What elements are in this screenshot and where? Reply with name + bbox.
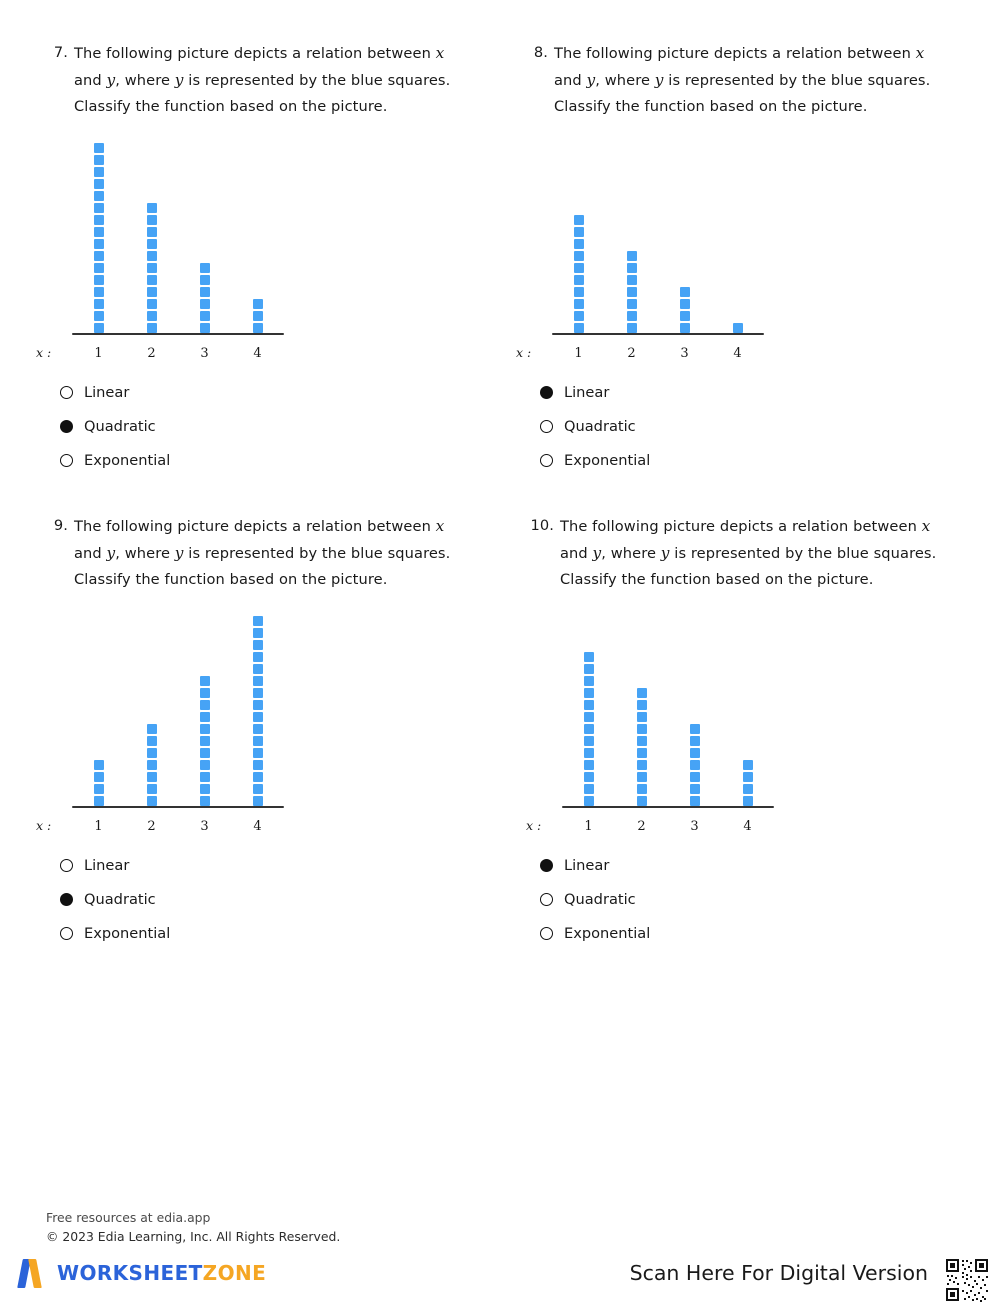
chart-square [253, 616, 263, 626]
chart-square [94, 275, 104, 285]
question-text-9: The following picture depicts a relation between x and y, where y is represented by the blue squares. Classify the function based on the picture. [74, 517, 451, 588]
x-axis-tick-label: 3 [200, 346, 209, 361]
answer-choice-label: Exponential [564, 924, 651, 942]
chart-square [200, 311, 210, 321]
answer-choice-quadratic[interactable] [60, 409, 522, 443]
chart-square [200, 748, 210, 758]
chart-column [562, 616, 615, 806]
chart-square [253, 664, 263, 674]
x-axis-title: x : [516, 345, 532, 360]
x-axis-tick-label: 4 [253, 819, 262, 834]
chart-q9 [36, 607, 522, 842]
chart-square [690, 772, 700, 782]
chart-square [94, 263, 104, 273]
chart-square [637, 700, 647, 710]
chart-square [637, 784, 647, 794]
chart-square [743, 772, 753, 782]
chart-square [200, 676, 210, 686]
chart-square [253, 652, 263, 662]
answer-choice-label: Linear [564, 383, 610, 401]
chart-square [627, 323, 637, 333]
chart-square [94, 179, 104, 189]
chart-square [584, 676, 594, 686]
question-heading-9 [42, 513, 522, 593]
radio-button-icon[interactable] [60, 454, 73, 467]
chart-square [147, 736, 157, 746]
answer-choice-exponential[interactable] [540, 916, 958, 950]
chart-square [200, 784, 210, 794]
math-var-y: y [592, 544, 602, 562]
chart-square [253, 796, 263, 806]
chart-square [200, 688, 210, 698]
math-var-x: x [435, 517, 445, 535]
chart-square [574, 239, 584, 249]
chart-square [574, 227, 584, 237]
chart-square [147, 760, 157, 770]
chart-square [147, 263, 157, 273]
chart-square [147, 203, 157, 213]
chart-square [147, 784, 157, 794]
footer-line-2: © 2023 Edia Learning, Inc. All Rights Reserved. [46, 1229, 341, 1244]
chart-square [200, 760, 210, 770]
chart-square [584, 724, 594, 734]
chart-column [711, 143, 764, 333]
answer-choice-label: Linear [564, 856, 610, 874]
radio-button-icon[interactable] [60, 386, 73, 399]
chart-square [690, 736, 700, 746]
chart-q8 [516, 134, 958, 369]
x-axis-tick-label: 2 [627, 346, 636, 361]
radio-button-icon[interactable] [540, 454, 553, 467]
answer-choice-label: Exponential [84, 924, 171, 942]
chart-square [733, 323, 743, 333]
chart-square [200, 275, 210, 285]
chart-square [690, 760, 700, 770]
chart-column [552, 143, 605, 333]
radio-button-icon[interactable] [60, 927, 73, 940]
chart-column [658, 143, 711, 333]
chart-square [690, 796, 700, 806]
chart-square [584, 772, 594, 782]
math-var-y: y [654, 71, 664, 89]
chart-column [72, 143, 125, 333]
chart-square [147, 239, 157, 249]
chart-square [584, 760, 594, 770]
chart-column [178, 616, 231, 806]
math-var-x: x [915, 44, 925, 62]
chart-square [94, 251, 104, 261]
chart-column [72, 616, 125, 806]
chart-square [147, 287, 157, 297]
chart-square [94, 167, 104, 177]
chart-square [147, 311, 157, 321]
chart-square [94, 311, 104, 321]
radio-button-icon[interactable] [540, 893, 553, 906]
chart-columns [552, 143, 764, 333]
chart-square [200, 772, 210, 782]
chart-column [178, 143, 231, 333]
chart-square [574, 263, 584, 273]
chart-square [94, 143, 104, 153]
chart-square [584, 796, 594, 806]
chart-columns [72, 616, 284, 806]
chart-square [200, 299, 210, 309]
question-number-7: 7. [53, 44, 68, 61]
x-axis-tick-label: 1 [574, 346, 583, 361]
math-var-y: y [174, 71, 184, 89]
chart-square [253, 323, 263, 333]
radio-button-icon[interactable] [60, 420, 73, 433]
question-block-9 [36, 513, 522, 950]
x-axis-tick-label: 2 [147, 346, 156, 361]
chart-square [253, 748, 263, 758]
choices-q7 [60, 375, 522, 477]
x-axis-tick-label: 1 [94, 346, 103, 361]
chart-square [147, 251, 157, 261]
radio-button-icon[interactable] [540, 859, 553, 872]
chart-square [94, 784, 104, 794]
chart-square [253, 628, 263, 638]
chart-square [627, 287, 637, 297]
chart-square [94, 772, 104, 782]
math-var-y: y [660, 544, 670, 562]
chart-column [231, 616, 284, 806]
x-axis-tick-label: 1 [584, 819, 593, 834]
x-axis-labels [72, 346, 284, 361]
chart-column [668, 616, 721, 806]
chart-square [253, 700, 263, 710]
chart-square [147, 299, 157, 309]
question-grid [36, 40, 958, 950]
chart-square [743, 760, 753, 770]
chart-column [605, 143, 658, 333]
chart-square [147, 748, 157, 758]
chart-square [94, 203, 104, 213]
scan-prompt-text: Scan Here For Digital Version [629, 1261, 928, 1285]
answer-choice-linear[interactable] [60, 848, 522, 882]
answer-choice-label: Quadratic [564, 890, 636, 908]
chart-square [637, 796, 647, 806]
chart-square [584, 748, 594, 758]
answer-choice-exponential[interactable] [60, 916, 522, 950]
x-axis-tick-label: 4 [743, 819, 752, 834]
chart-square [94, 760, 104, 770]
chart-square [680, 299, 690, 309]
chart-square [627, 263, 637, 273]
chart-square [584, 700, 594, 710]
question-block-10 [522, 513, 958, 950]
x-axis-labels [72, 819, 284, 834]
chart-square [94, 155, 104, 165]
chart-square [147, 215, 157, 225]
chart-square [200, 736, 210, 746]
chart-square [680, 311, 690, 321]
chart-square [253, 311, 263, 321]
chart-square [253, 676, 263, 686]
answer-choice-exponential[interactable] [540, 443, 958, 477]
footer-line-1: Free resources at edia.app [46, 1210, 211, 1225]
radio-button-icon[interactable] [60, 859, 73, 872]
chart-square [94, 215, 104, 225]
chart-q10 [526, 607, 958, 842]
worksheet-zone-logo [18, 1257, 266, 1289]
chart-square [743, 784, 753, 794]
chart-square [574, 299, 584, 309]
chart-q7 [36, 134, 522, 369]
answer-choice-linear[interactable] [60, 375, 522, 409]
question-number-10: 10. [530, 517, 554, 534]
x-axis-labels [562, 819, 774, 834]
answer-choice-quadratic[interactable] [540, 409, 958, 443]
chart-square [94, 287, 104, 297]
answer-choice-label: Exponential [84, 451, 171, 469]
chart-square [253, 772, 263, 782]
logo-word-zone: ZONE [202, 1261, 267, 1285]
qr-code-icon[interactable] [944, 1257, 990, 1303]
chart-square [574, 215, 584, 225]
question-block-8 [516, 40, 958, 477]
chart-square [574, 251, 584, 261]
math-var-y: y [586, 71, 596, 89]
logo-mark-icon [18, 1257, 48, 1289]
question-heading-10 [522, 513, 958, 593]
chart-square [690, 784, 700, 794]
chart-square [94, 299, 104, 309]
chart-square [584, 736, 594, 746]
chart-square [94, 323, 104, 333]
chart-column [125, 616, 178, 806]
math-var-y: y [106, 71, 116, 89]
chart-square [680, 287, 690, 297]
chart-square [147, 323, 157, 333]
chart-square [574, 275, 584, 285]
x-axis-tick-label: 4 [253, 346, 262, 361]
chart-square [637, 772, 647, 782]
chart-columns [72, 143, 284, 333]
chart-square [627, 299, 637, 309]
chart-square [574, 323, 584, 333]
chart-square [94, 796, 104, 806]
chart-square [690, 748, 700, 758]
chart-square [253, 724, 263, 734]
answer-choice-label: Quadratic [84, 417, 156, 435]
x-axis-title: x : [36, 345, 52, 360]
chart-square [147, 724, 157, 734]
chart-square [637, 748, 647, 758]
question-text-10: The following picture depicts a relation between x and y, where y is represented by the blue squares. Classify the function based on the picture. [560, 517, 937, 588]
chart-column [721, 616, 774, 806]
chart-square [690, 724, 700, 734]
chart-square [637, 724, 647, 734]
chart-square [637, 712, 647, 722]
chart-square [253, 688, 263, 698]
x-axis-line [72, 333, 284, 336]
chart-column [231, 143, 284, 333]
chart-square [574, 311, 584, 321]
chart-square [637, 760, 647, 770]
logo-wordmark [57, 1261, 266, 1285]
question-text-8: The following picture depicts a relation between x and y, where y is represented by the blue squares. Classify the function based on the picture. [554, 44, 931, 115]
radio-button-icon[interactable] [540, 420, 553, 433]
chart-square [200, 712, 210, 722]
choices-q9 [60, 848, 522, 950]
chart-square [253, 299, 263, 309]
x-axis-tick-label: 4 [733, 346, 742, 361]
answer-choice-label: Linear [84, 383, 130, 401]
question-text-7: The following picture depicts a relation between x and y, where y is represented by the blue squares. Classify the function based on the picture. [74, 44, 451, 115]
question-block-7 [36, 40, 522, 477]
chart-square [253, 640, 263, 650]
chart-square [637, 736, 647, 746]
chart-square [584, 688, 594, 698]
chart-square [147, 227, 157, 237]
x-axis-tick-label: 1 [94, 819, 103, 834]
chart-square [637, 688, 647, 698]
radio-button-icon[interactable] [60, 893, 73, 906]
math-var-y: y [174, 544, 184, 562]
math-var-x: x [435, 44, 445, 62]
radio-button-icon[interactable] [540, 386, 553, 399]
x-axis-line [552, 333, 764, 336]
answer-choice-label: Quadratic [564, 417, 636, 435]
chart-columns [562, 616, 774, 806]
chart-square [253, 712, 263, 722]
chart-square [584, 784, 594, 794]
x-axis-tick-label: 2 [147, 819, 156, 834]
chart-square [200, 700, 210, 710]
x-axis-line [562, 806, 774, 809]
chart-square [147, 772, 157, 782]
chart-column [125, 143, 178, 333]
chart-square [680, 323, 690, 333]
answer-choice-quadratic[interactable] [540, 882, 958, 916]
chart-square [584, 652, 594, 662]
math-var-x: x [921, 517, 931, 535]
x-axis-tick-label: 3 [200, 819, 209, 834]
chart-square [253, 784, 263, 794]
answer-choice-quadratic[interactable] [60, 882, 522, 916]
chart-square [253, 736, 263, 746]
chart-square [200, 287, 210, 297]
math-var-y: y [106, 544, 116, 562]
chart-square [94, 239, 104, 249]
x-axis-line [72, 806, 284, 809]
chart-square [94, 191, 104, 201]
chart-square [94, 227, 104, 237]
radio-button-icon[interactable] [540, 927, 553, 940]
chart-square [253, 760, 263, 770]
x-axis-title: x : [36, 818, 52, 833]
answer-choice-linear[interactable] [540, 375, 958, 409]
footer-attribution [46, 1208, 340, 1246]
chart-square [574, 287, 584, 297]
x-axis-tick-label: 3 [680, 346, 689, 361]
chart-square [627, 251, 637, 261]
question-heading-7 [42, 40, 522, 120]
chart-square [584, 712, 594, 722]
chart-square [200, 323, 210, 333]
x-axis-tick-label: 2 [637, 819, 646, 834]
footer-bar [0, 1255, 1000, 1294]
chart-square [584, 664, 594, 674]
logo-word-worksheet: WORKSHEET [57, 1261, 203, 1285]
chart-square [200, 796, 210, 806]
chart-square [743, 796, 753, 806]
question-number-9: 9. [53, 517, 68, 534]
answer-choice-label: Quadratic [84, 890, 156, 908]
question-number-8: 8. [533, 44, 548, 61]
chart-square [627, 275, 637, 285]
chart-square [627, 311, 637, 321]
question-heading-8 [522, 40, 958, 120]
answer-choice-label: Exponential [564, 451, 651, 469]
answer-choice-exponential[interactable] [60, 443, 522, 477]
x-axis-labels [552, 346, 764, 361]
chart-square [147, 275, 157, 285]
chart-square [200, 263, 210, 273]
x-axis-tick-label: 3 [690, 819, 699, 834]
answer-choice-label: Linear [84, 856, 130, 874]
chart-square [147, 796, 157, 806]
chart-square [200, 724, 210, 734]
answer-choice-linear[interactable] [540, 848, 958, 882]
choices-q8 [540, 375, 958, 477]
chart-column [615, 616, 668, 806]
x-axis-title: x : [526, 818, 542, 833]
choices-q10 [540, 848, 958, 950]
